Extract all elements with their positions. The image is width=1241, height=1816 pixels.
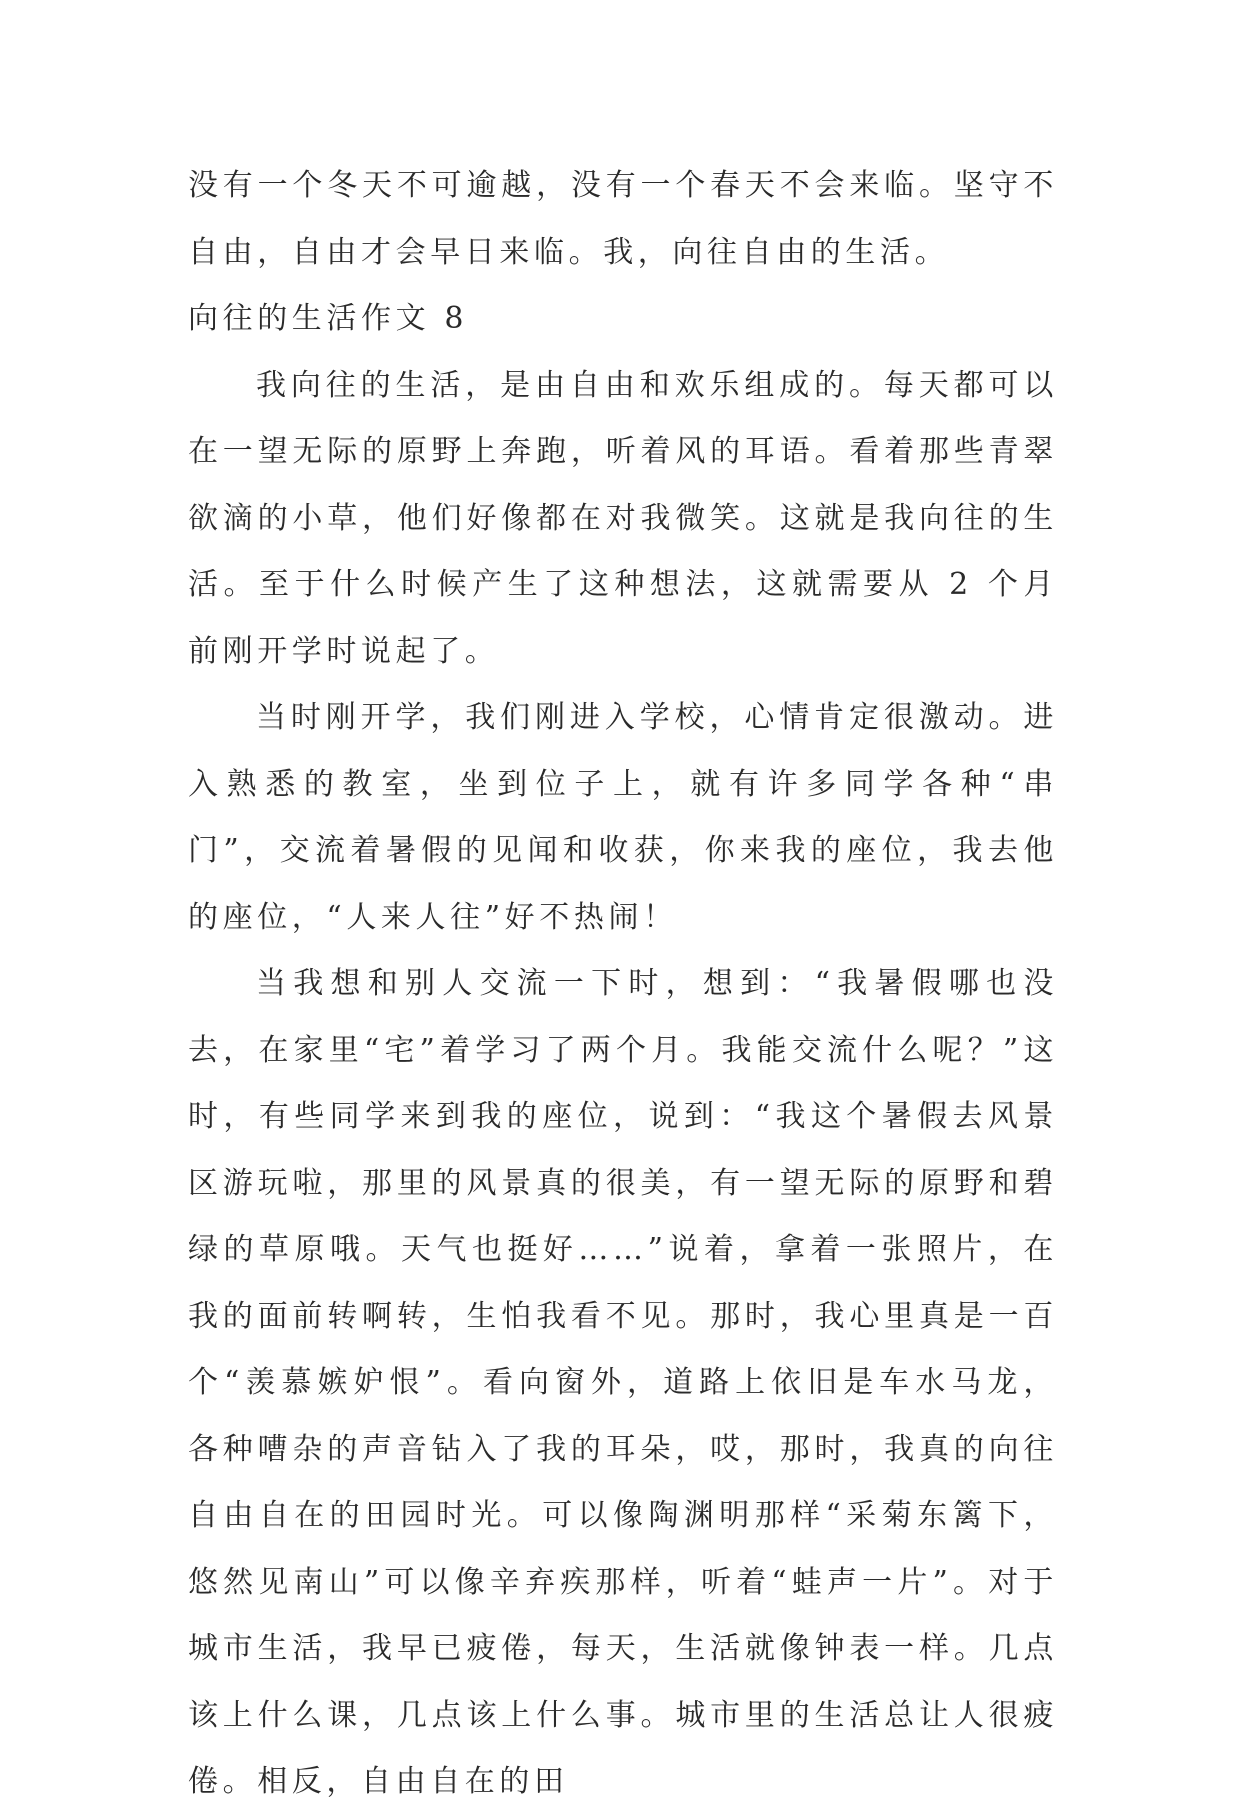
opening-paragraph: 没有一个冬天不可逾越，没有一个春天不会来临。坚守不自由，自由才会早日来临。我，向往自由的生活。 bbox=[188, 168, 1058, 270]
body-paragraph-1: 我向往的生活，是由自由和欢乐组成的。每天都可以在一望无际的原野上奔跑，听着风的耳语。看着那些青翠欲滴的小草，他们好像都在对我微笑。这就是我向往的生活。至于什么时候产生了这种想法，这就需要从 2 个月前刚开学时说起了。 bbox=[188, 367, 1058, 669]
body-paragraph-3: 当我想和别人交流一下时，想到：“我暑假哪也没去，在家里“宅”着学习了两个月。我能交流什么呢？”这时，有些同学来到我的座位，说到：“我这个暑假去风景区游玩啦，那里的风景真的很美，有一望无际的原野和碧绿的草原哦。天气也挺好……”说着，拿着一张照片，在我的面前转啊转，生怕我看不见。那时，我心里真是一百个“羡慕嫉妒恨”。看向窗外，道路上依旧是车水马龙，各种嘈杂的声音钻入了我的耳朵，哎，那时，我真的向往自由自在的田园时光。可以像陶渊明那样“采菊东篱下，悠然见南山”可以像辛弃疾那样，听着“蛙声一片”。对于城市生活，我早已疲倦，每天，生活就像钟表一样。几点该上什么课，几点该上什么事。城市里的生活总让人很疲倦。相反，自由自在的田 bbox=[188, 966, 1058, 1799]
body-paragraph-2: 当时刚开学，我们刚进入学校，心情肯定很激动。进入熟悉的教室，坐到位子上，就有许多同学各种“串门”，交流着暑假的见闻和收获，你来我的座位，我去他的座位，“人来人往”好不热闹！ bbox=[188, 700, 1058, 935]
document-content bbox=[188, 153, 1058, 1816]
essay-heading: 向往的生活作文 8 bbox=[188, 301, 469, 336]
